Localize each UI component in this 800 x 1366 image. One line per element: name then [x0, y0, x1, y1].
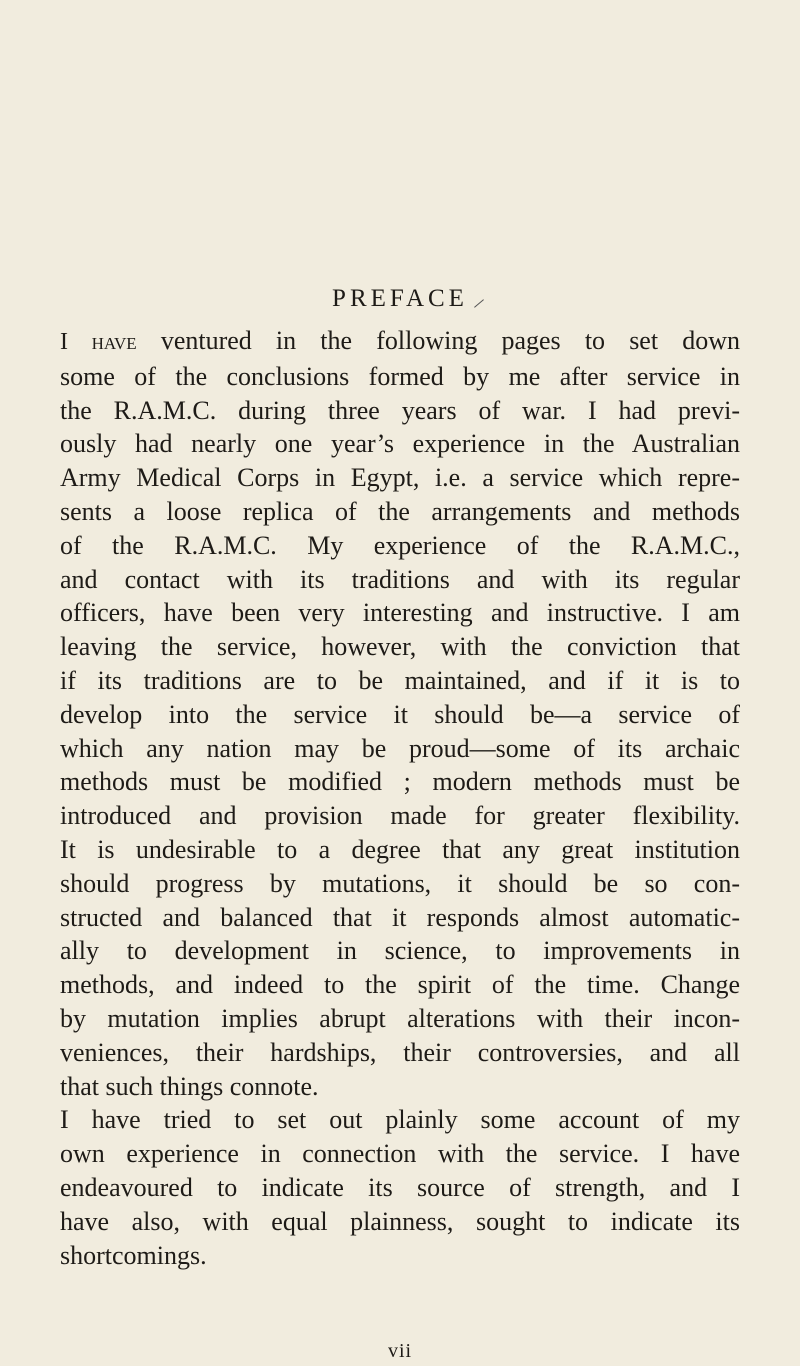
text-line: some of the conclusions formed by me after service in	[60, 361, 740, 391]
text-line: the R.A.M.C. during three years of war. I had previ-	[60, 395, 740, 425]
text-line: endeavoured to indicate its source of strength, and I	[60, 1172, 740, 1202]
preface-body	[60, 324, 740, 1272]
page-title: PREFACE	[332, 285, 468, 312]
text-line: sents a loose replica of the arrangements and methods	[60, 496, 740, 526]
text-line: develop into the service it should be—a service of	[60, 699, 740, 729]
paragraph-1	[60, 324, 740, 1103]
page-number: vii	[387, 1340, 413, 1362]
text-line: ously had nearly one year’s experience in the Australian	[60, 429, 740, 459]
text-line: have also, with equal plainness, sought to indicate its	[60, 1206, 740, 1236]
text-line: It is undesirable to a degree that any great institution	[60, 834, 740, 864]
text-line: structed and balanced that it responds almost automatic-	[60, 902, 740, 932]
text-line: of the R.A.M.C. My experience of the R.A.M.C.,	[60, 530, 740, 560]
text-line: officers, have been very interesting and instructive. I am	[60, 598, 740, 628]
text-line: which any nation may be proud—some of its archaic	[60, 733, 740, 763]
text-line: introduced and provision made for greater flexibility.	[60, 801, 740, 831]
text-line: Army Medical Corps in Egypt, i.e. a service which repre-	[60, 463, 740, 493]
text-line: shortcomings.	[60, 1240, 207, 1270]
opening-words: I have	[60, 329, 137, 355]
text-line: own experience in connection with the service. I have	[60, 1139, 740, 1169]
text-line: methods, and indeed to the spirit of the time. Change	[60, 970, 740, 1000]
text-line: should progress by mutations, it should be so con-	[60, 868, 740, 898]
text-line: I have ventured in the following pages to set down	[60, 326, 740, 355]
text-line: leaving the service, however, with the conviction that	[60, 632, 740, 662]
text-line: that such things connote.	[60, 1071, 319, 1101]
text-line: methods must be modified ; modern methods must be	[60, 767, 740, 797]
text-line: veniences, their hardships, their controversies, and all	[60, 1037, 740, 1067]
text-line: and contact with its traditions and with its regular	[60, 564, 740, 594]
paragraph-2	[60, 1103, 740, 1272]
text-line: by mutation implies abrupt alterations with their incon-	[60, 1003, 740, 1033]
text-line: I have tried to set out plainly some account of my	[60, 1105, 740, 1135]
text-line: ally to development in science, to improvements in	[60, 936, 740, 966]
text-line: if its traditions are to be maintained, and if it is to	[60, 665, 740, 695]
